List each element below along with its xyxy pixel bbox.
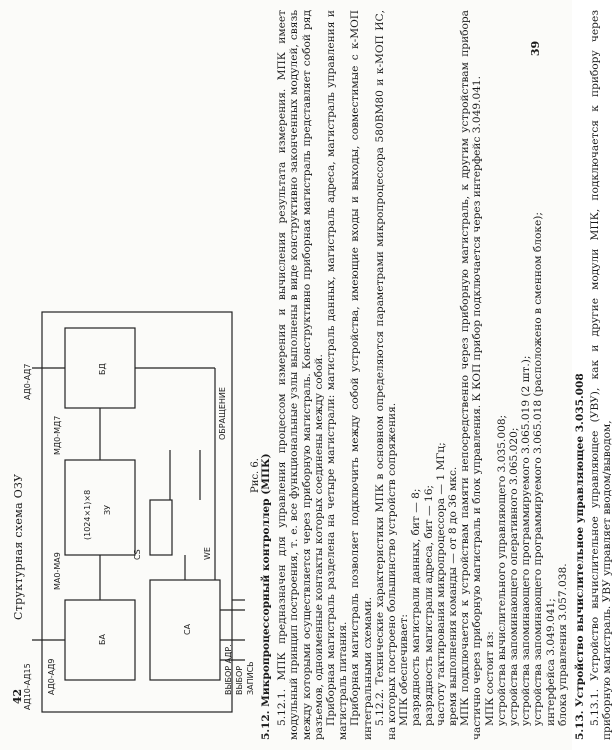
list-item: устройства вычислительного управляющего 3.035.008; xyxy=(495,414,508,726)
paragraph: МПК состоит из: xyxy=(483,631,496,726)
label-zapis: ЗАПИСЬ xyxy=(246,661,255,695)
diagram-frame xyxy=(42,312,232,712)
paragraph: Приборная магистраль разделена на четыре магистрали: магистраль данных, магистраль адреса, магистраль управления и магистраль питания. xyxy=(325,10,350,740)
label-obrashchenie: ОБРАЩЕНИЕ xyxy=(218,387,227,440)
label-vybor: ВЫБОР xyxy=(235,665,244,695)
box-cs xyxy=(150,500,172,555)
label-ad0-ad9: АД0-АД9 xyxy=(47,658,56,695)
label-zu: ЗУ xyxy=(103,504,112,515)
label-md0-md7: МД0-МД7 xyxy=(53,415,62,455)
paragraph: МПК обеспечивает: xyxy=(398,614,411,726)
label-bd: БД xyxy=(98,363,107,375)
label-ad0-ad7: АД0-АД7 xyxy=(23,363,32,400)
list-item: устройства запоминающего программируемого 3.065.019 (2 шт.); xyxy=(520,355,533,726)
list-item: устройства запоминающего программируемого 3.065.018 (расположено в сменном блоке); xyxy=(532,212,545,726)
paragraph: Приборная магистраль позволяет подключить между собой устройства, имеющие входы и выходы, совместимые с к-МОП интегральными схемами. xyxy=(349,10,374,740)
list-item: разрядность магистрали адреса, бит — 16; xyxy=(422,485,435,726)
label-sa: СА xyxy=(183,623,192,635)
page-number-left: 42 xyxy=(11,688,25,705)
paragraph: МПК подключается к устройствам памяти непосредственно через приборную магистраль, к другим устройствам прибора частично через приборную магистраль и блок управления. К КОП прибор подключается через интерфейс 3.049.041. xyxy=(459,10,484,740)
list-item: частоту тактирования микропроцессора — 1 МГц; xyxy=(434,442,447,726)
list-item: блока управления 3.057.038. xyxy=(556,563,569,726)
page-number-right: 39 xyxy=(529,40,543,57)
box-memory xyxy=(65,460,135,555)
label-vybor-adr: ВЫБОР АДР. xyxy=(224,644,233,695)
label-ba: БА xyxy=(98,634,107,645)
diagram-svg xyxy=(10,300,260,720)
list-item: устройства запоминающего оперативного 3.065.020; xyxy=(508,427,521,726)
diagram-title: Структурная схема ОЗУ xyxy=(12,473,25,620)
label-ad10-ad15: АД10-АД15 xyxy=(23,663,32,710)
list-item: разрядность магистрали данных, бит — 8; xyxy=(410,488,423,726)
list-item: интерфейса 3.049.041; xyxy=(544,598,557,726)
section-title-2: 5.13. Устройство вычислительное управляющее 3.035.008 xyxy=(574,373,587,740)
paragraph: 5.12.1. МПК предназначен для управления процессом измерения и вычисления результата измерения. МПК имеет модульный принцип построения, т. е. все функциональные узлы выполнены в виде конструктивно законченных модулей, связь между которыми осуществляется через приборную магистраль. Конструктивно приборная магистраль представляет собой ряд разъемов, одноименные контакты которых соединены между собой. xyxy=(276,10,325,740)
paragraph: 5.12.2. Технические характеристики МПК в основном определяются параметрами микропроцессора 580ВМ80 и к-МОП ИС, на которых построено большинство устройств сопряжения. xyxy=(373,10,399,740)
ozu-block-diagram xyxy=(10,300,260,720)
figure-caption: Рис. 6. xyxy=(249,458,261,493)
section-title: 5.12. Микропроцессорный контроллер (МПК) xyxy=(260,453,272,740)
label-we: WE xyxy=(203,547,212,560)
label-ma0-ma9: МА0-МА9 xyxy=(53,552,62,590)
label-cs: CS xyxy=(133,549,142,560)
list-item: время выполнения команды — от 8 до 36 мкс. xyxy=(447,466,460,726)
paragraph: 5.13.1. Устройство вычислительное управляющее (УВУ), как и другие модули МПК, подключается к прибору через приборную магистраль. УВУ управляет вводом/выводом, xyxy=(589,10,614,740)
label-mem: (1024×1)×8 xyxy=(83,489,92,540)
text-column xyxy=(260,10,614,740)
